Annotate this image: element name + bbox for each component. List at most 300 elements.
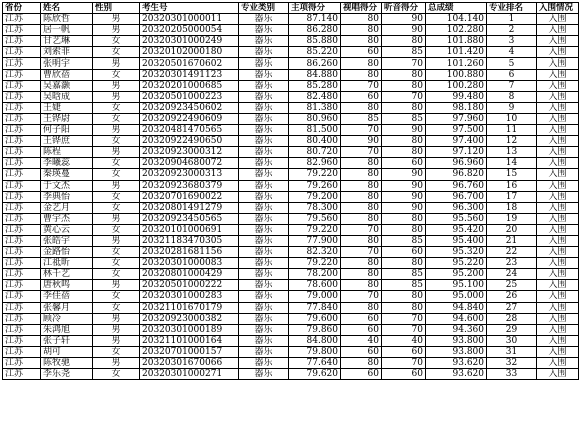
cell-total: 100.880	[426, 69, 487, 80]
table-row	[3, 169, 579, 180]
cell-ear-training: 70	[382, 358, 426, 369]
cell-rank: 27	[487, 302, 537, 313]
cell-rank: 2	[487, 25, 537, 36]
table-row	[3, 180, 579, 191]
cell-category: 器乐	[239, 369, 289, 380]
cell-exam-id: 20320301000271	[140, 369, 239, 380]
cell-category: 器乐	[239, 80, 289, 91]
cell-status: 入围	[537, 369, 579, 380]
table-body	[3, 14, 579, 380]
cell-category: 器乐	[239, 202, 289, 213]
cell-main-score: 85.880	[289, 36, 341, 47]
cell-ear-training: 80	[382, 291, 426, 302]
cell-category: 器乐	[239, 280, 289, 291]
cell-rank: 3	[487, 36, 537, 47]
cell-sight-singing: 60	[341, 47, 382, 58]
cell-gender: 女	[93, 69, 140, 80]
cell-sight-singing: 80	[341, 258, 382, 269]
table-row	[3, 269, 579, 280]
cell-category: 器乐	[239, 335, 289, 346]
cell-province: 江苏	[3, 280, 41, 291]
cell-total: 104.140	[426, 14, 487, 25]
cell-status: 入围	[537, 191, 579, 202]
header-col-sight-singing: 视唱得分	[341, 3, 382, 14]
cell-status: 入围	[537, 324, 579, 335]
cell-main-score: 85.280	[289, 80, 341, 91]
cell-status: 入围	[537, 302, 579, 313]
cell-rank: 25	[487, 280, 537, 291]
cell-rank: 18	[487, 202, 537, 213]
cell-exam-id: 20320101000691	[140, 224, 239, 235]
cell-name: 王铧庶	[41, 136, 93, 147]
cell-sight-singing: 80	[341, 25, 382, 36]
cell-ear-training: 70	[382, 58, 426, 69]
cell-sight-singing: 80	[341, 14, 382, 25]
table-row	[3, 302, 579, 313]
cell-gender: 男	[93, 213, 140, 224]
cell-name: 李典怡	[41, 191, 93, 202]
cell-province: 江苏	[3, 147, 41, 158]
cell-name: 吴晗成	[41, 91, 93, 102]
cell-main-score: 78.200	[289, 269, 341, 280]
table-row	[3, 247, 579, 258]
cell-province: 江苏	[3, 213, 41, 224]
cell-sight-singing: 80	[341, 191, 382, 202]
cell-ear-training: 85	[382, 269, 426, 280]
cell-province: 江苏	[3, 202, 41, 213]
cell-rank: 21	[487, 235, 537, 246]
table-row	[3, 25, 579, 36]
cell-name: 胡可	[41, 346, 93, 357]
cell-rank: 8	[487, 91, 537, 102]
cell-sight-singing: 80	[341, 202, 382, 213]
table-row	[3, 191, 579, 202]
cell-total: 102.280	[426, 25, 487, 36]
cell-exam-id: 20320923000382	[140, 313, 239, 324]
cell-total: 93.800	[426, 346, 487, 357]
cell-sight-singing: 80	[341, 102, 382, 113]
cell-name: 王铧尉	[41, 113, 93, 124]
cell-province: 江苏	[3, 291, 41, 302]
cell-province: 江苏	[3, 224, 41, 235]
cell-ear-training: 60	[382, 346, 426, 357]
cell-category: 器乐	[239, 213, 289, 224]
cell-total: 93.620	[426, 369, 487, 380]
cell-ear-training: 85	[382, 280, 426, 291]
cell-ear-training: 90	[382, 169, 426, 180]
cell-category: 器乐	[239, 147, 289, 158]
cell-name: 唐秋鸣	[41, 280, 93, 291]
cell-sight-singing: 85	[341, 113, 382, 124]
cell-rank: 4	[487, 47, 537, 58]
header-col-gender: 性别	[93, 3, 140, 14]
cell-status: 入围	[537, 180, 579, 191]
cell-total: 96.760	[426, 180, 487, 191]
cell-rank: 13	[487, 147, 537, 158]
cell-sight-singing: 80	[341, 269, 382, 280]
cell-status: 入围	[537, 113, 579, 124]
cell-status: 入围	[537, 136, 579, 147]
cell-exam-id: 20320301000011	[140, 14, 239, 25]
cell-total: 94.360	[426, 324, 487, 335]
header-col-category: 专业类别	[239, 3, 289, 14]
cell-province: 江苏	[3, 346, 41, 357]
cell-name: 顾冷	[41, 313, 93, 324]
cell-status: 入围	[537, 36, 579, 47]
cell-rank: 9	[487, 102, 537, 113]
cell-category: 器乐	[239, 258, 289, 269]
cell-exam-id: 20320301000189	[140, 324, 239, 335]
cell-province: 江苏	[3, 102, 41, 113]
table-row	[3, 147, 579, 158]
cell-name: 何子阳	[41, 125, 93, 136]
cell-name: 陈牧驰	[41, 358, 93, 369]
cell-main-score: 79.600	[289, 313, 341, 324]
cell-rank: 29	[487, 324, 537, 335]
cell-gender: 女	[93, 113, 140, 124]
cell-rank: 30	[487, 335, 537, 346]
cell-total: 95.400	[426, 235, 487, 246]
cell-category: 器乐	[239, 36, 289, 47]
cell-rank: 5	[487, 58, 537, 69]
cell-status: 入围	[537, 291, 579, 302]
cell-gender: 男	[93, 335, 140, 346]
cell-gender: 男	[93, 147, 140, 158]
cell-sight-singing: 60	[341, 346, 382, 357]
cell-category: 器乐	[239, 25, 289, 36]
cell-rank: 12	[487, 136, 537, 147]
cell-name: 张皓宇	[41, 235, 93, 246]
cell-main-score: 82.960	[289, 158, 341, 169]
cell-gender: 女	[93, 346, 140, 357]
cell-exam-id: 20320923680379	[140, 180, 239, 191]
cell-gender: 女	[93, 202, 140, 213]
cell-ear-training: 80	[382, 258, 426, 269]
cell-total: 94.840	[426, 302, 487, 313]
cell-ear-training: 80	[382, 147, 426, 158]
cell-rank: 7	[487, 80, 537, 91]
cell-province: 江苏	[3, 69, 41, 80]
cell-status: 入围	[537, 69, 579, 80]
cell-ear-training: 90	[382, 25, 426, 36]
cell-ear-training: 90	[382, 191, 426, 202]
cell-province: 江苏	[3, 113, 41, 124]
table-row	[3, 47, 579, 58]
cell-total: 94.600	[426, 313, 487, 324]
cell-gender: 男	[93, 180, 140, 191]
cell-category: 器乐	[239, 302, 289, 313]
cell-ear-training: 70	[382, 313, 426, 324]
cell-ear-training: 85	[382, 113, 426, 124]
cell-exam-id: 20320481470565	[140, 125, 239, 136]
cell-total: 93.800	[426, 335, 487, 346]
cell-sight-singing: 70	[341, 80, 382, 91]
cell-ear-training: 80	[382, 224, 426, 235]
cell-exam-id: 20320923450565	[140, 213, 239, 224]
cell-exam-id: 20320501000222	[140, 280, 239, 291]
table-row	[3, 202, 579, 213]
cell-ear-training: 40	[382, 335, 426, 346]
cell-status: 入围	[537, 158, 579, 169]
cell-main-score: 78.600	[289, 280, 341, 291]
cell-category: 器乐	[239, 158, 289, 169]
cell-name: 吴嘉灏	[41, 80, 93, 91]
cell-total: 95.200	[426, 269, 487, 280]
table-row	[3, 213, 579, 224]
cell-main-score: 79.260	[289, 180, 341, 191]
cell-province: 江苏	[3, 247, 41, 258]
cell-main-score: 84.880	[289, 69, 341, 80]
cell-main-score: 86.280	[289, 25, 341, 36]
cell-category: 器乐	[239, 291, 289, 302]
cell-province: 江苏	[3, 58, 41, 69]
cell-total: 96.820	[426, 169, 487, 180]
cell-status: 入围	[537, 58, 579, 69]
cell-name: 金路怡	[41, 247, 93, 258]
cell-status: 入围	[537, 235, 579, 246]
cell-category: 器乐	[239, 14, 289, 25]
cell-exam-id: 20320701690022	[140, 191, 239, 202]
cell-category: 器乐	[239, 91, 289, 102]
cell-main-score: 81.500	[289, 125, 341, 136]
cell-status: 入围	[537, 213, 579, 224]
cell-category: 器乐	[239, 224, 289, 235]
cell-exam-id: 20320501670602	[140, 58, 239, 69]
cell-total: 96.300	[426, 202, 487, 213]
table-row	[3, 291, 579, 302]
header-col-province: 省份	[3, 3, 41, 14]
cell-main-score: 87.140	[289, 14, 341, 25]
table-row	[3, 235, 579, 246]
cell-sight-singing: 90	[341, 136, 382, 147]
cell-rank: 26	[487, 291, 537, 302]
cell-exam-id: 20320923000313	[140, 169, 239, 180]
cell-ear-training: 80	[382, 69, 426, 80]
cell-total: 97.400	[426, 136, 487, 147]
cell-main-score: 79.200	[289, 191, 341, 202]
cell-gender: 男	[93, 313, 140, 324]
cell-gender: 女	[93, 269, 140, 280]
table-row	[3, 313, 579, 324]
cell-status: 入围	[537, 169, 579, 180]
cell-main-score: 77.640	[289, 358, 341, 369]
cell-exam-id: 20320205000054	[140, 25, 239, 36]
table-row	[3, 91, 579, 102]
cell-gender: 女	[93, 47, 140, 58]
cell-main-score: 81.380	[289, 102, 341, 113]
cell-province: 江苏	[3, 125, 41, 136]
cell-total: 101.420	[426, 47, 487, 58]
cell-gender: 男	[93, 25, 140, 36]
cell-category: 器乐	[239, 113, 289, 124]
cell-total: 95.560	[426, 213, 487, 224]
cell-total: 97.120	[426, 147, 487, 158]
cell-sight-singing: 70	[341, 125, 382, 136]
table-row	[3, 102, 579, 113]
cell-main-score: 79.220	[289, 224, 341, 235]
cell-ear-training: 80	[382, 36, 426, 47]
table-row	[3, 58, 579, 69]
cell-province: 江苏	[3, 169, 41, 180]
cell-exam-id: 20320201000685	[140, 80, 239, 91]
cell-main-score: 79.220	[289, 258, 341, 269]
cell-gender: 女	[93, 158, 140, 169]
cell-ear-training: 80	[382, 302, 426, 313]
cell-status: 入围	[537, 224, 579, 235]
cell-sight-singing: 80	[341, 69, 382, 80]
cell-name: 陈欣哲	[41, 14, 93, 25]
cell-category: 器乐	[239, 180, 289, 191]
cell-name: 王婕	[41, 102, 93, 113]
cell-province: 江苏	[3, 324, 41, 335]
table-row	[3, 14, 579, 25]
cell-exam-id: 20320801000429	[140, 269, 239, 280]
cell-province: 江苏	[3, 191, 41, 202]
cell-sight-singing: 80	[341, 158, 382, 169]
cell-province: 江苏	[3, 258, 41, 269]
table-row	[3, 36, 579, 47]
cell-status: 入围	[537, 346, 579, 357]
cell-province: 江苏	[3, 180, 41, 191]
cell-name: 刘索菲	[41, 47, 93, 58]
cell-gender: 女	[93, 191, 140, 202]
cell-total: 95.320	[426, 247, 487, 258]
cell-rank: 24	[487, 269, 537, 280]
cell-sight-singing: 70	[341, 247, 382, 258]
table-row	[3, 113, 579, 124]
cell-province: 江苏	[3, 36, 41, 47]
cell-exam-id: 20320922490650	[140, 136, 239, 147]
cell-province: 江苏	[3, 25, 41, 36]
admission-results-table	[2, 2, 579, 380]
cell-rank: 32	[487, 358, 537, 369]
table-row	[3, 224, 579, 235]
cell-main-score: 79.620	[289, 369, 341, 380]
cell-sight-singing: 80	[341, 169, 382, 180]
cell-status: 入围	[537, 14, 579, 25]
cell-exam-id: 20320801491279	[140, 202, 239, 213]
cell-category: 器乐	[239, 47, 289, 58]
cell-sight-singing: 80	[341, 36, 382, 47]
cell-sight-singing: 60	[341, 313, 382, 324]
cell-ear-training: 80	[382, 102, 426, 113]
cell-gender: 女	[93, 258, 140, 269]
cell-ear-training: 60	[382, 369, 426, 380]
cell-ear-training: 70	[382, 91, 426, 102]
cell-ear-training: 90	[382, 125, 426, 136]
header-col-main-score: 主项得分	[289, 3, 341, 14]
cell-gender: 女	[93, 169, 140, 180]
cell-province: 江苏	[3, 14, 41, 25]
cell-total: 93.620	[426, 358, 487, 369]
cell-status: 入围	[537, 125, 579, 136]
cell-rank: 33	[487, 369, 537, 380]
table-row	[3, 335, 579, 346]
cell-status: 入围	[537, 258, 579, 269]
cell-exam-id: 20321101670179	[140, 302, 239, 313]
cell-ear-training: 90	[382, 14, 426, 25]
cell-category: 器乐	[239, 269, 289, 280]
cell-main-score: 82.320	[289, 247, 341, 258]
cell-gender: 女	[93, 247, 140, 258]
cell-name: 曹宇杰	[41, 213, 93, 224]
table-row	[3, 80, 579, 91]
cell-rank: 22	[487, 247, 537, 258]
cell-main-score: 80.960	[289, 113, 341, 124]
cell-category: 器乐	[239, 346, 289, 357]
cell-total: 96.960	[426, 158, 487, 169]
table-row	[3, 125, 579, 136]
cell-category: 器乐	[239, 247, 289, 258]
cell-status: 入围	[537, 102, 579, 113]
header-col-total: 总成绩	[426, 3, 487, 14]
cell-province: 江苏	[3, 158, 41, 169]
cell-ear-training: 90	[382, 180, 426, 191]
cell-province: 江苏	[3, 80, 41, 91]
cell-main-score: 79.000	[289, 291, 341, 302]
cell-ear-training: 80	[382, 213, 426, 224]
cell-gender: 男	[93, 125, 140, 136]
cell-main-score: 77.840	[289, 302, 341, 313]
cell-total: 97.960	[426, 113, 487, 124]
cell-gender: 女	[93, 291, 140, 302]
cell-gender: 男	[93, 80, 140, 91]
cell-name: 李曦蕊	[41, 158, 93, 169]
cell-name: 江祗昕	[41, 258, 93, 269]
header-col-ear-training: 听音得分	[382, 3, 426, 14]
cell-rank: 1	[487, 14, 537, 25]
cell-gender: 男	[93, 280, 140, 291]
cell-name: 黄心云	[41, 224, 93, 235]
cell-ear-training: 70	[382, 324, 426, 335]
cell-ear-training: 80	[382, 136, 426, 147]
cell-status: 入围	[537, 91, 579, 102]
cell-main-score: 82.480	[289, 91, 341, 102]
cell-category: 器乐	[239, 102, 289, 113]
cell-exam-id: 20320301000249	[140, 36, 239, 47]
cell-gender: 男	[93, 358, 140, 369]
cell-name: 张明宇	[41, 58, 93, 69]
cell-main-score: 78.300	[289, 202, 341, 213]
cell-category: 器乐	[239, 191, 289, 202]
cell-sight-singing: 80	[341, 302, 382, 313]
cell-category: 器乐	[239, 358, 289, 369]
cell-ear-training: 60	[382, 158, 426, 169]
header-col-rank: 专业排名	[487, 3, 537, 14]
cell-exam-id: 20321183470305	[140, 235, 239, 246]
cell-name: 李乐尧	[41, 369, 93, 380]
cell-exam-id: 20320904680072	[140, 158, 239, 169]
cell-name: 张子轩	[41, 335, 93, 346]
cell-name: 陈程	[41, 147, 93, 158]
cell-status: 入围	[537, 47, 579, 58]
cell-sight-singing: 40	[341, 335, 382, 346]
cell-province: 江苏	[3, 369, 41, 380]
cell-province: 江苏	[3, 335, 41, 346]
header-row	[3, 3, 579, 14]
cell-sight-singing: 60	[341, 91, 382, 102]
cell-total: 96.700	[426, 191, 487, 202]
cell-category: 器乐	[239, 69, 289, 80]
cell-sight-singing: 80	[341, 358, 382, 369]
cell-status: 入围	[537, 358, 579, 369]
cell-province: 江苏	[3, 269, 41, 280]
table-row	[3, 258, 579, 269]
cell-main-score: 79.860	[289, 324, 341, 335]
cell-exam-id: 20320301670066	[140, 358, 239, 369]
cell-sight-singing: 80	[341, 58, 382, 69]
cell-exam-id: 20320281681156	[140, 247, 239, 258]
